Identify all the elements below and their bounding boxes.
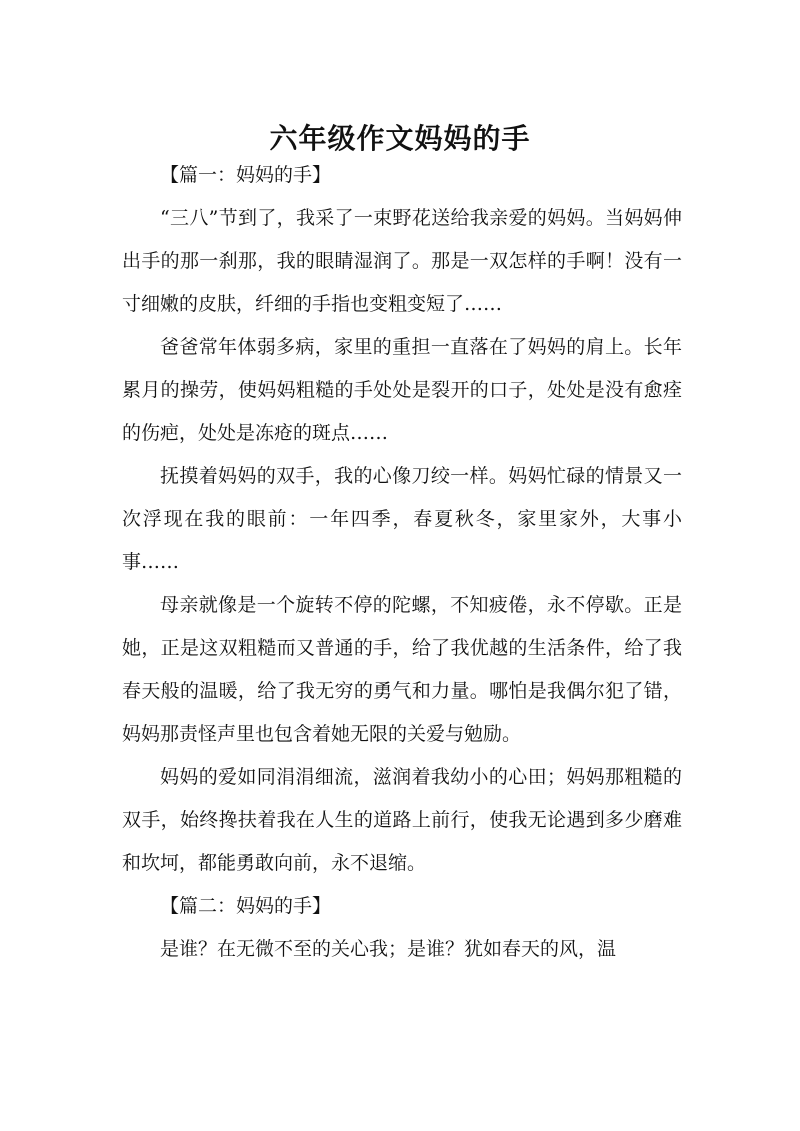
paragraph-3: 抚摸着妈妈的双手，我的心像刀绞一样。妈妈忙碌的情景又一次浮现在我的眼前：一年四季，春夏秋冬，家里家外，大事小事…… <box>122 465 682 573</box>
paragraph-5: 妈妈的爱如同涓涓细流，滋润着我幼小的心田；妈妈那粗糙的双手，始终搀扶着我在人生的道路上前行，使我无论遇到多少磨难和坎坷，都能勇敢向前，永不退缩。 <box>122 766 682 874</box>
section-heading-1: 【篇一：妈妈的手】 <box>160 164 332 186</box>
paragraph-1: “三八”节到了，我采了一束野花送给我亲爱的妈妈。当妈妈伸出手的那一刹那，我的眼睛湿润了。那是一双怎样的手啊！没有一寸细嫩的皮肤，纤细的手指也变粗变短了…… <box>122 207 682 315</box>
document-title: 六年级作文妈妈的手 <box>269 121 531 155</box>
paragraph-4: 母亲就像是一个旋转不停的陀螺，不知疲倦，永不停歇。正是她，正是这双粗糙而又普通的手，给了我优越的生活条件，给了我春天般的温暖，给了我无穷的勇气和力量。哪怕是我偶尔犯了错，妈妈那责怪声里也包含着她无限的关爱与勉励。 <box>122 594 682 745</box>
paragraph-6: 是谁？在无微不至的关心我；是谁？犹如春天的风，温 <box>160 938 617 960</box>
section-heading-2: 【篇二：妈妈的手】 <box>160 895 332 917</box>
paragraph-2: 爸爸常年体弱多病，家里的重担一直落在了妈妈的肩上。长年累月的操劳，使妈妈粗糙的手处处是裂开的口子，处处是没有愈痊的伤疤，处处是冻疮的斑点…… <box>122 336 682 444</box>
document-body <box>122 154 682 971</box>
